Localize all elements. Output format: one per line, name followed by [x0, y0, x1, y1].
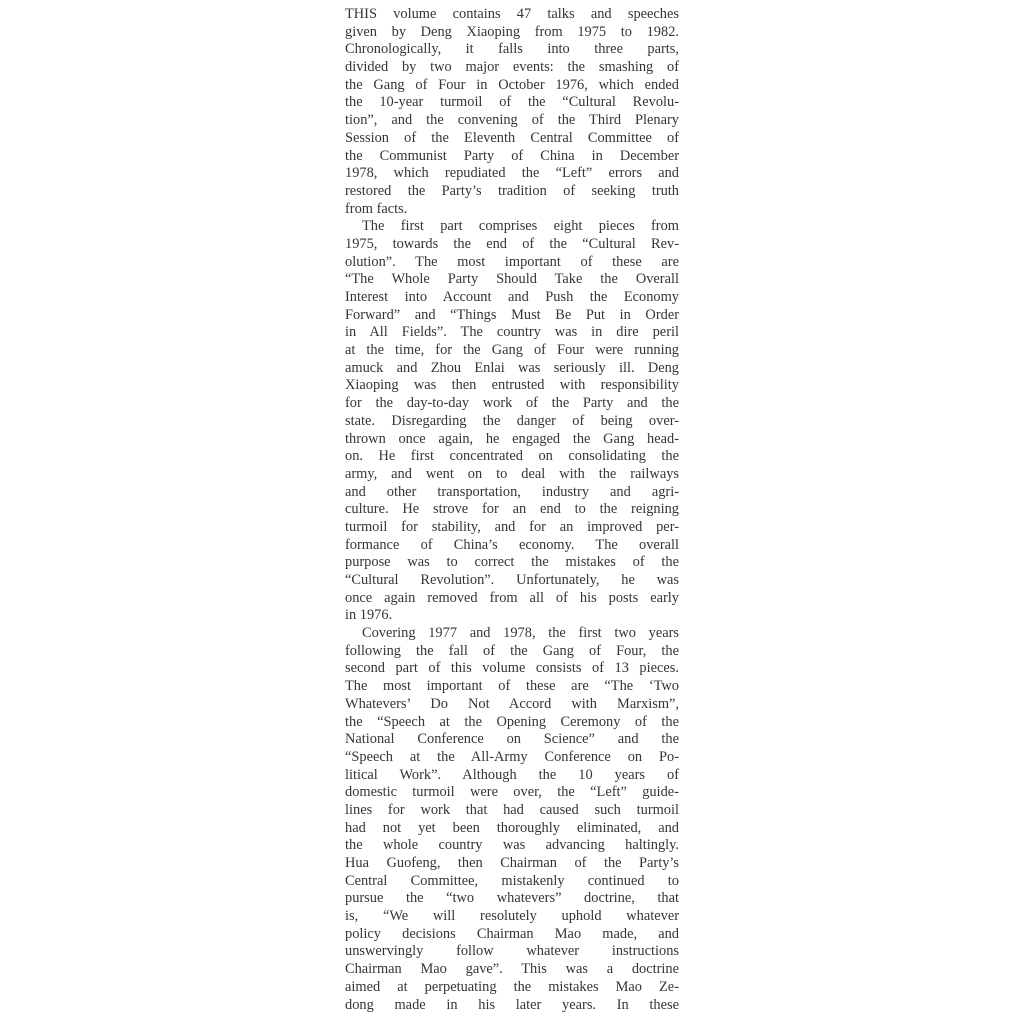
text-line: and other transportation, industry and agri-	[345, 483, 679, 500]
text-line: Forward” and “Things Must Be Put in Order	[345, 306, 679, 323]
text-line: Chronologically, it falls into three parts,	[345, 41, 679, 58]
text-line: state. Disregarding the danger of being over-	[345, 412, 679, 429]
paragraph	[345, 6, 679, 218]
text-line: for the day-to-day work of the Party and the	[345, 395, 679, 412]
text-line: lines for work that had caused such turmoil	[345, 801, 679, 818]
text-line: from facts.	[345, 200, 408, 217]
paragraph	[345, 625, 679, 1014]
text-line: formance of China’s economy. The overall	[345, 536, 679, 553]
text-line: Interest into Account and Push the Economy	[345, 289, 679, 305]
text-line: National Conference on Science” and the	[345, 731, 679, 748]
text-line: the whole country was advancing haltingly.	[345, 837, 679, 854]
text-line: 1975, towards the end of the “Cultural Rev-	[345, 235, 679, 252]
text-line: in 1976.	[345, 607, 393, 624]
text-line: Session of the Eleventh Central Committee of	[345, 129, 679, 146]
text-line: domestic turmoil were over, the “Left” guide-	[345, 784, 679, 801]
text-line: amuck and Zhou Enlai was seriously ill. Deng	[345, 359, 679, 376]
text-line: on. He first concentrated on consolidating the	[345, 448, 679, 465]
text-line: The first part comprises eight pieces from	[362, 218, 679, 235]
text-line: divided by two major events: the smashing of	[345, 59, 679, 76]
text-line: tion”, and the convening of the Third Plenary	[345, 112, 679, 129]
text-line: the Gang of Four in October 1976, which ended	[345, 76, 679, 93]
text-line: army, and went on to deal with the railways	[345, 465, 679, 482]
text-line: pursue the “two whatevers” doctrine, that	[345, 890, 679, 907]
text-line: “Speech at the All-Army Conference on Po-	[345, 748, 679, 765]
text-line: unswervingly follow whatever instructions	[345, 943, 679, 960]
text-line: “Cultural Revolution”. Unfortunately, he was	[345, 572, 679, 588]
text-line: restored the Party’s tradition of seeking truth	[345, 182, 679, 199]
text-line: following the fall of the Gang of Four, the	[345, 642, 679, 659]
text-line: second part of this volume consists of 13 pieces.	[345, 660, 679, 677]
text-line: is, “We will resolutely uphold whatever	[345, 908, 679, 925]
text-line: Whatevers’ Do Not Accord with Marxism”,	[345, 695, 679, 712]
text-line: in All Fields”. The country was in dire peril	[345, 324, 679, 341]
text-line: dong made in his later years. In these	[345, 996, 679, 1013]
text-line: given by Deng Xiaoping from 1975 to 1982.	[345, 23, 679, 40]
text-line: olution”. The most important of these are	[345, 253, 679, 270]
text-line: Central Committee, mistakenly continued to	[345, 872, 679, 889]
text-line: at the time, for the Gang of Four were running	[345, 342, 679, 359]
text-line: the “Speech at the Opening Ceremony of the	[345, 713, 679, 730]
text-line: “The Whole Party Should Take the Overall	[345, 271, 679, 288]
text-line: once again removed from all of his posts early	[345, 589, 679, 606]
text-line: Chairman Mao gave”. This was a doctrine	[345, 961, 679, 978]
text-line: culture. He strove for an end to the reigning	[345, 501, 679, 518]
text-line: Covering 1977 and 1978, the first two years	[362, 625, 679, 642]
text-line: Hua Guofeng, then Chairman of the Party’s	[345, 855, 679, 871]
text-line: THIS volume contains 47 talks and speeches	[345, 6, 679, 22]
text-line: policy decisions Chairman Mao made, and	[345, 925, 679, 942]
text-line: thrown once again, he engaged the Gang head-	[345, 430, 679, 447]
text-line: litical Work”. Although the 10 years of	[345, 766, 679, 783]
text-column	[345, 6, 679, 1014]
text-line: purpose was to correct the mistakes of the	[345, 554, 679, 571]
text-line: aimed at perpetuating the mistakes Mao Ze-	[345, 978, 679, 995]
text-line: Xiaoping was then entrusted with responsibility	[345, 377, 679, 394]
text-line: The most important of these are “The ‘Two	[345, 678, 679, 695]
paragraph	[345, 218, 679, 625]
text-line: the Communist Party of China in December	[345, 147, 679, 164]
text-line: 1978, which repudiated the “Left” errors and	[345, 165, 679, 182]
text-line: turmoil for stability, and for an improved per-	[345, 518, 679, 535]
text-line: the 10-year turmoil of the “Cultural Revolu-	[345, 94, 679, 111]
text-line: had not yet been thoroughly eliminated, and	[345, 819, 679, 836]
